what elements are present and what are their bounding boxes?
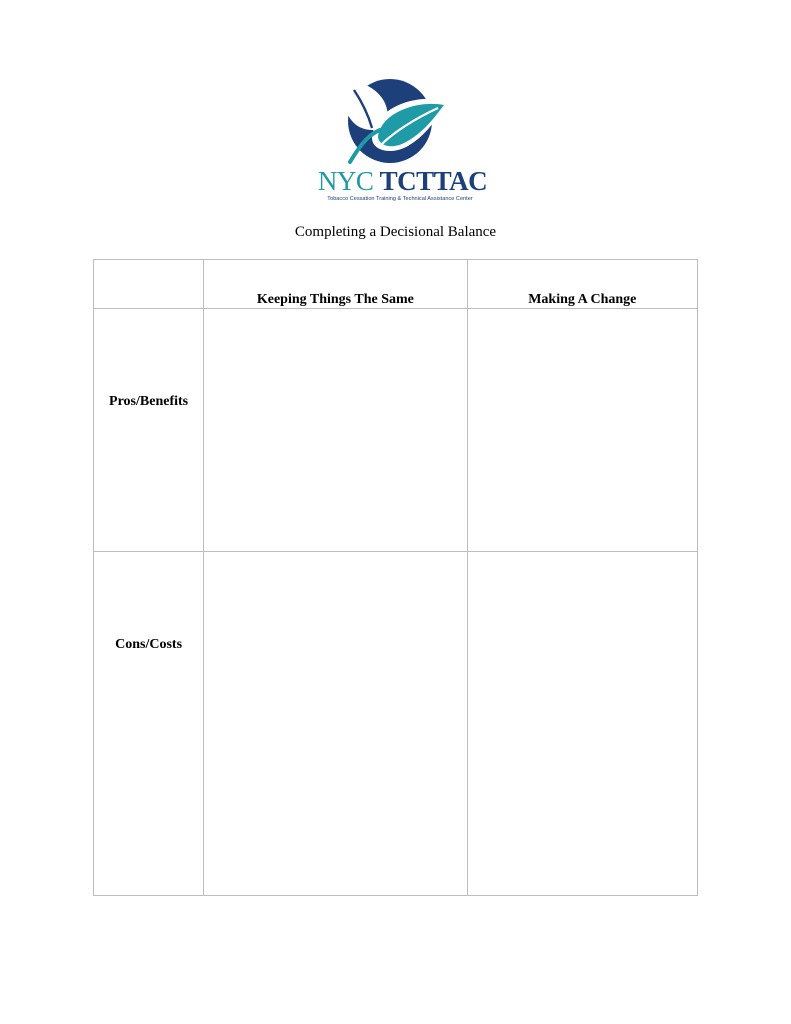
- nyc-tcttac-logo: [310, 72, 490, 212]
- logo-wordmark: [315, 168, 490, 195]
- table-row-pros: [94, 309, 698, 552]
- table-row-cons: [94, 552, 698, 896]
- table-header-row: [94, 260, 698, 309]
- header-making-a-change: Making A Change: [467, 260, 697, 309]
- row-label-cons-costs: Cons/Costs: [94, 552, 204, 896]
- cons-change-cell[interactable]: [467, 552, 697, 896]
- leaf-logo-icon: [310, 72, 490, 172]
- logo-nyc-text: NYC: [317, 166, 374, 196]
- decisional-balance-table: [93, 259, 698, 896]
- header-keeping-things-the-same: Keeping Things The Same: [204, 260, 467, 309]
- logo-tcttac-text: TCTTAC: [379, 166, 488, 196]
- page-title: Completing a Decisional Balance: [294, 224, 497, 240]
- pros-keeping-cell[interactable]: [204, 309, 467, 552]
- logo-tagline: Tobacco Cessation Training & Technical Assistance Center: [327, 196, 473, 202]
- cons-keeping-cell[interactable]: [204, 552, 467, 896]
- pros-change-cell[interactable]: [467, 309, 697, 552]
- header-empty-cell: [94, 260, 204, 309]
- row-label-pros-benefits: Pros/Benefits: [94, 309, 204, 552]
